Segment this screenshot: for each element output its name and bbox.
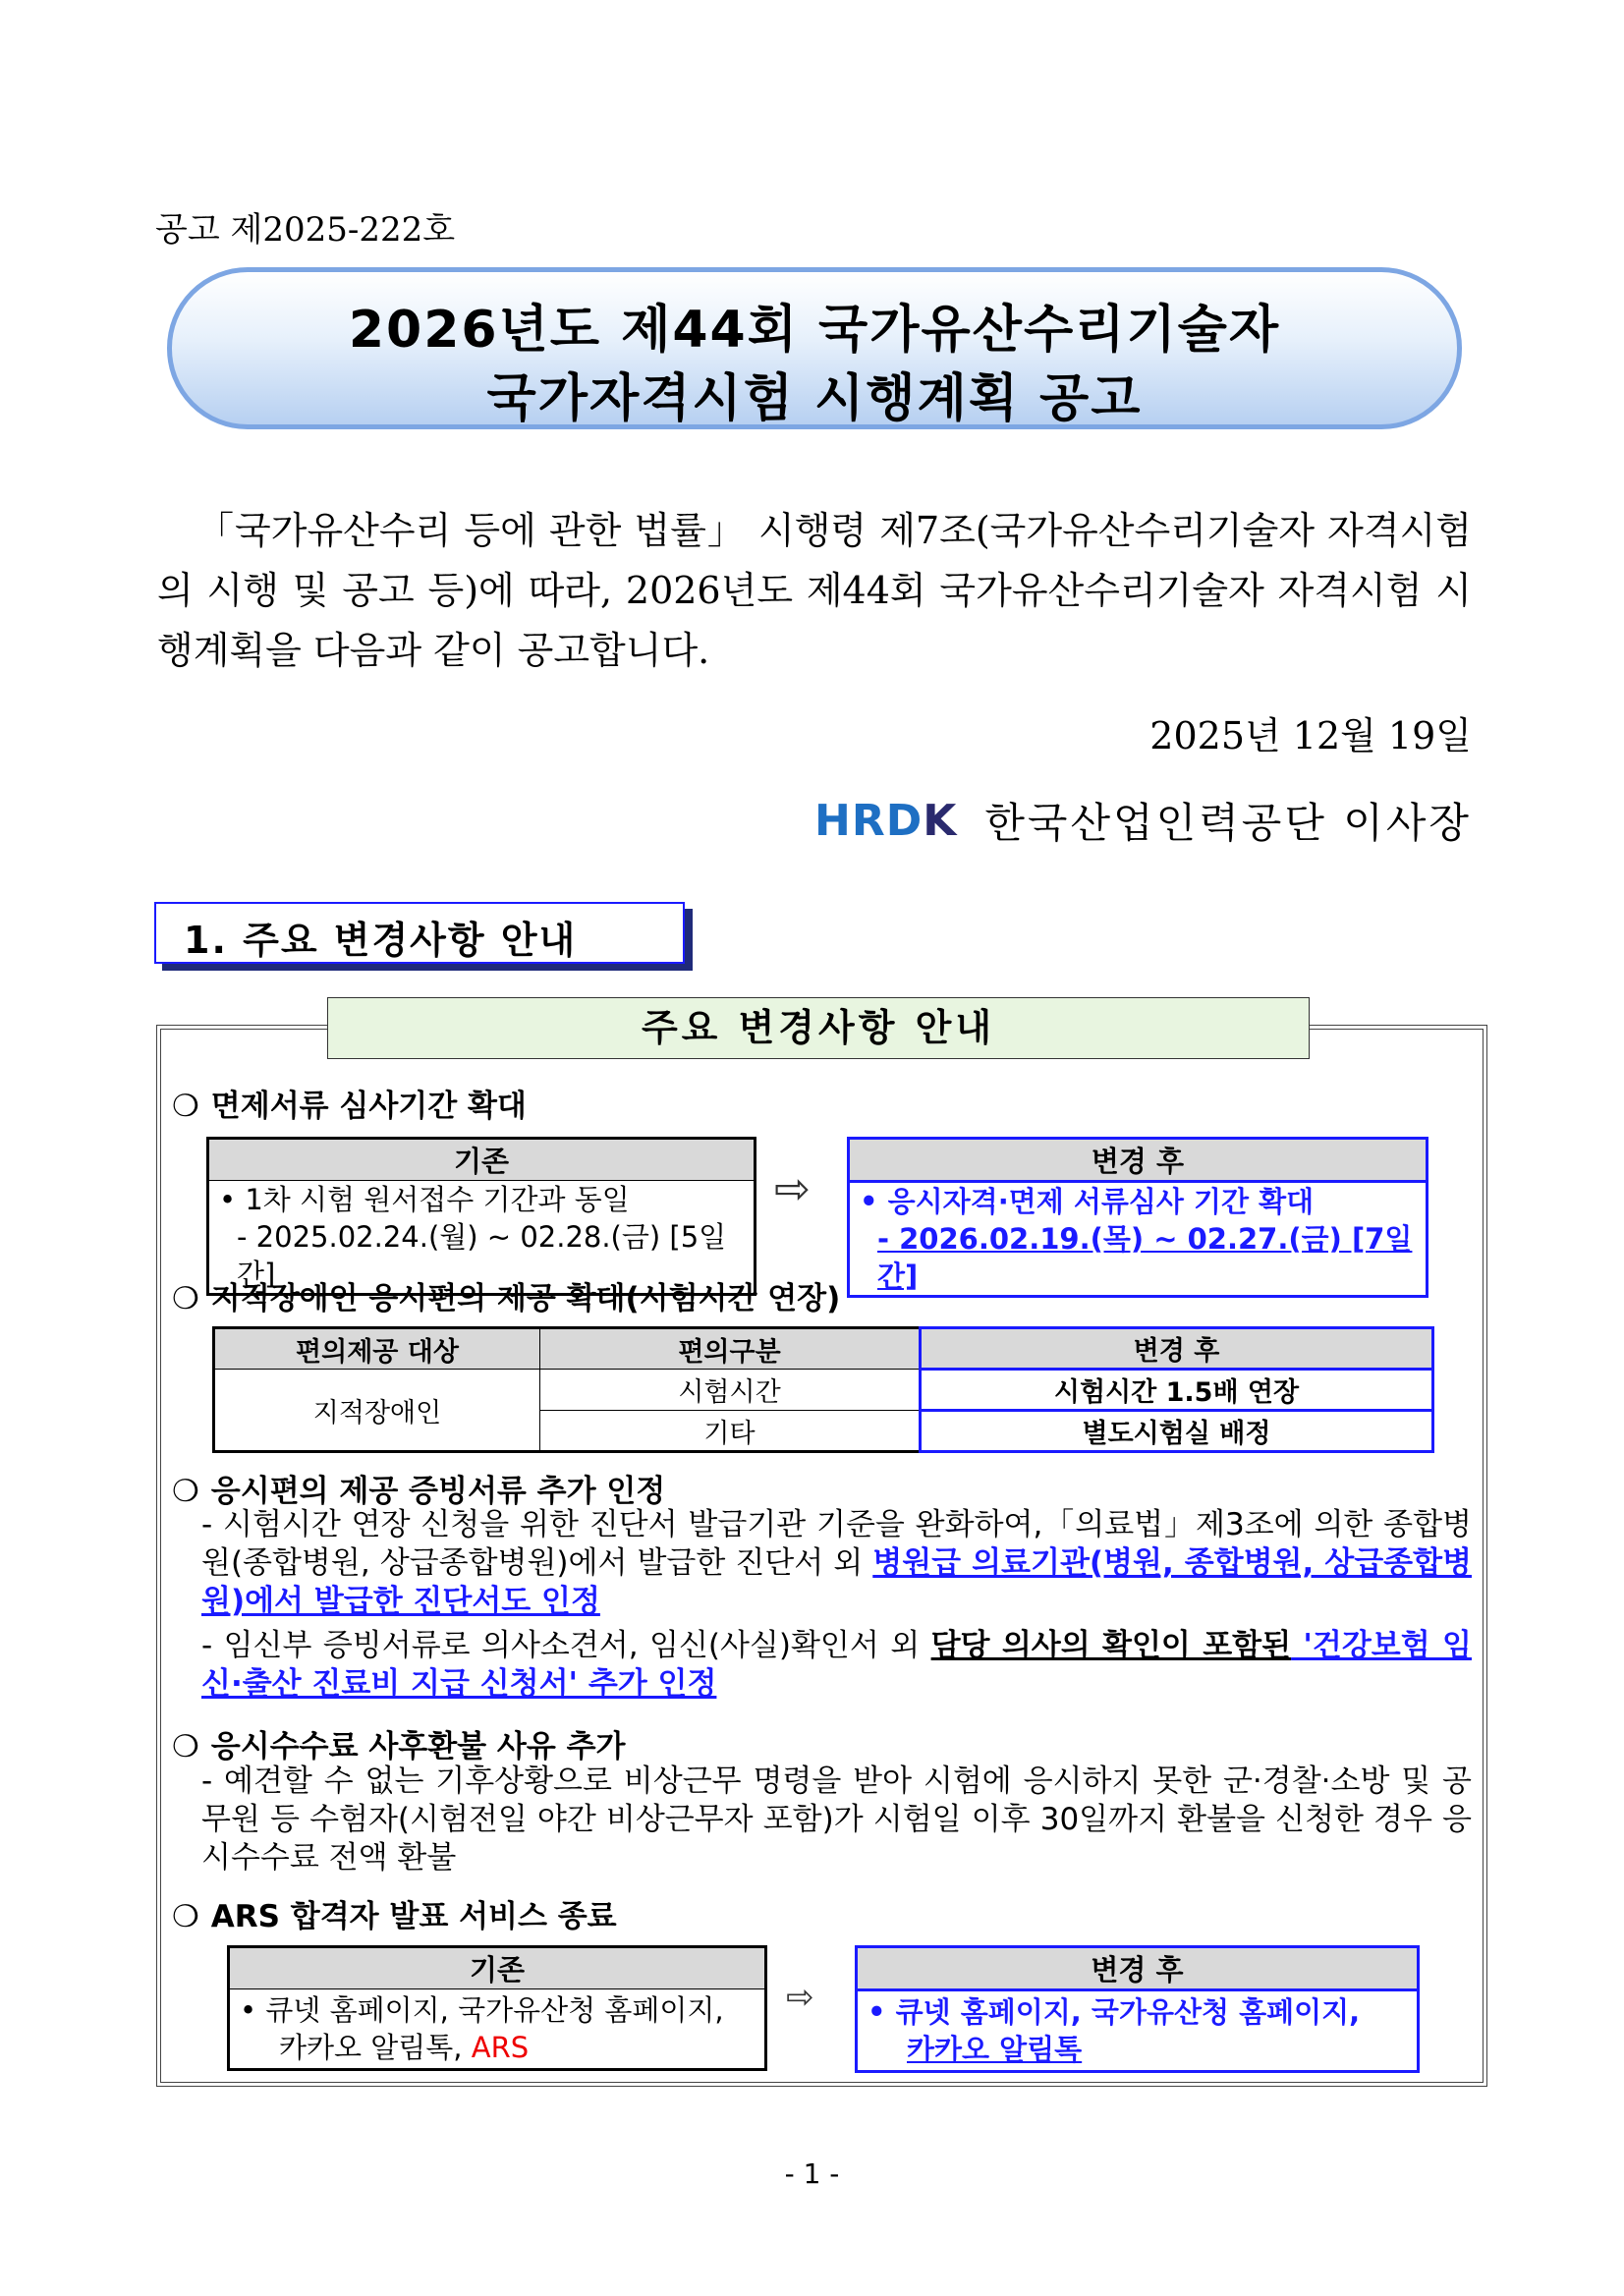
item5-after-head: 변경 후 [857, 1947, 1419, 1990]
item1-arrow-icon: ⇨ [774, 1164, 811, 1214]
item2-r1-after: 시험시간 1.5배 연장 [921, 1370, 1433, 1411]
organization-name: 한국산업인력공단 이사장 [984, 799, 1472, 847]
title-line-2: 국가자격시험 시행계획 공고 [486, 369, 1143, 428]
item2-head-after: 변경 후 [921, 1328, 1433, 1370]
item5-after-table [855, 1945, 1420, 2073]
item5-arrow-icon: ⇨ [786, 1978, 814, 2017]
item4-para1: - 예견할 수 없는 기후상황으로 비상근무 명령을 받아 시험에 응시하지 못한 군·경찰·소방 및 공무원 등 수험자(시험전일 야간 비상근무자 포함)가 시험일 이후 30일까지 환불을 신청한 경우 응시수수료 전액 환불 [201, 1764, 1472, 1876]
item5-title: ❍ ARS 합격자 발표 서비스 종료 [172, 1899, 617, 1934]
item1-after-body: • 응시자격·면제 서류심사 기간 확대 - 2026.02.19.(목) ~ 02.27.(금) [7일간] [849, 1182, 1428, 1297]
item3-title: ❍ 응시편의 제공 증빙서류 추가 인정 [172, 1474, 666, 1509]
item2-r2-after: 별도시험실 배정 [921, 1411, 1433, 1452]
notice-number: 공고 제2025-222호 [155, 210, 456, 250]
page-number: - 1 - [784, 2157, 840, 2190]
item1-after-table [847, 1137, 1428, 1298]
item1-before-table [206, 1137, 756, 1296]
item1-after-head: 변경 후 [849, 1139, 1428, 1182]
item2-title: ❍ 지적장애인 응시편의 제공 확대(시험시간 연장) [172, 1281, 841, 1316]
title-banner [167, 267, 1462, 429]
item4-title: ❍ 응시수수료 사후환불 사유 추가 [172, 1729, 626, 1764]
item2-r2-category: 기타 [540, 1411, 921, 1452]
announcement-date: 2025년 12월 19일 [1149, 714, 1472, 757]
item5-after-body: • 큐넷 홈페이지, 국가유산청 홈페이지, 카카오 알림톡 [857, 1990, 1419, 2072]
intro-text: 「국가유산수리 등에 관한 법률」 시행령 제7조(국가유산수리기술자 자격시험의 시행 및 공고 등)에 따라, 2026년도 제44회 국가유산수리기술자 자격시험 시행계획을 다음과 같이 공고합니다. [157, 509, 1472, 672]
hrdk-logo: HRDK [814, 795, 958, 846]
item2-head-target: 편의제공 대상 [214, 1328, 540, 1370]
intro-paragraph [157, 501, 1472, 681]
item1-before-head: 기존 [208, 1139, 756, 1181]
section-heading: 1. 주요 변경사항 안내 [154, 902, 685, 964]
item2-r1-category: 시험시간 [540, 1370, 921, 1411]
item5-before-body: • 큐넷 홈페이지, 국가유산청 홈페이지, 카카오 알림톡, ARS [229, 1989, 766, 2070]
item2-table [212, 1326, 1434, 1453]
changes-box-title: 주요 변경사항 안내 [327, 997, 1310, 1059]
organization-signature [814, 791, 1472, 850]
item1-before-body: • 1차 시험 원서접수 기간과 동일 - 2025.02.24.(월) ~ 02.28.(금) [5일간] [208, 1181, 756, 1295]
item2-target: 지적장애인 [214, 1370, 540, 1452]
item3-para1: - 시험시간 연장 신청을 위한 진단서 발급기관 기준을 완화하여,「의료법」제3조에 의한 종합병원(종합병원, 상급종합병원)에서 발급한 진단서 외 병원급 의료기관(병원, 종합병원, 상급종합병원)에서 발급한 진단서도 인정 [201, 1507, 1473, 1619]
item3-para2: - 임신부 증빙서류로 의사소견서, 임신(사실)확인서 외 담당 의사의 확인이 포함된 '건강보험 임신·출산 진료비 지급 신청서' 추가 인정 [201, 1628, 1472, 1702]
title-line-1: 2026년도 제44회 국가유산수리기술자 [348, 301, 1281, 360]
item5-before-head: 기존 [229, 1947, 766, 1989]
item5-before-table [227, 1945, 767, 2071]
item2-head-category: 편의구분 [540, 1328, 921, 1370]
item1-title: ❍ 면제서류 심사기간 확대 [172, 1089, 527, 1124]
